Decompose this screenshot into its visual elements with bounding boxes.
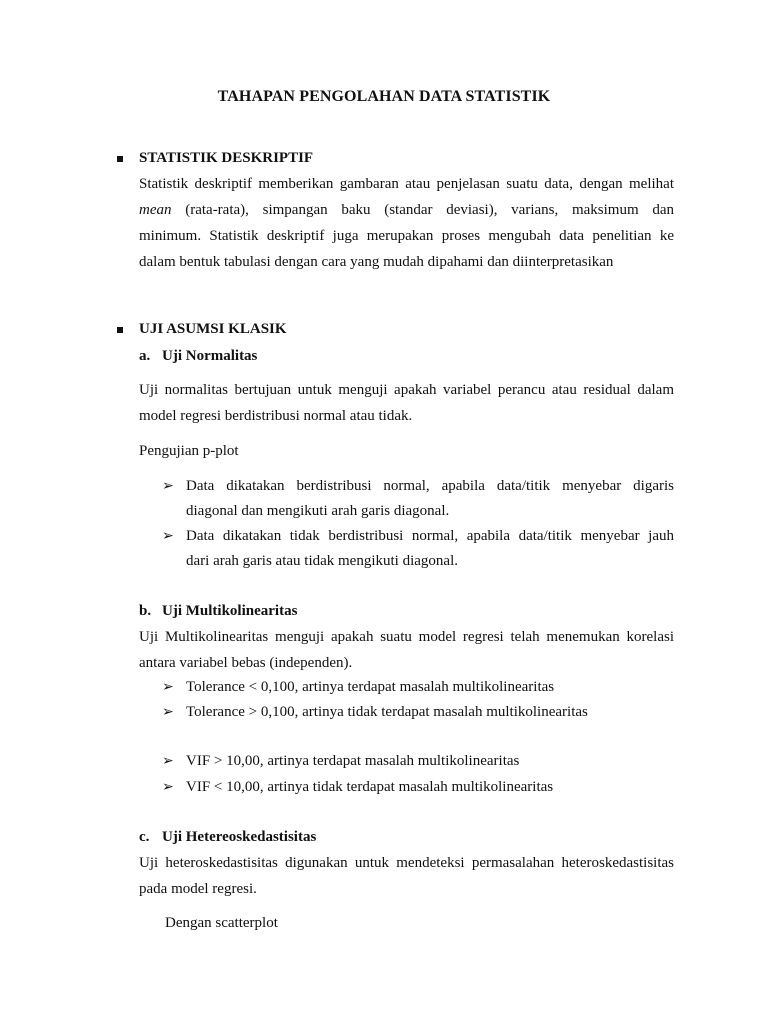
list-item: VIF < 10,00, artinya tidak terdapat masalah multikolinearitas <box>186 779 554 795</box>
arrowhead-bullet-icon: ➢ <box>162 779 174 795</box>
subsection-marker: c. <box>139 829 150 845</box>
arrowhead-bullet-icon: ➢ <box>162 528 174 544</box>
list-item: Tolerance < 0,100, artinya terdapat masalah multikolinearitas <box>186 679 555 695</box>
arrowhead-bullet-icon: ➢ <box>162 478 174 494</box>
list-item-line: Data dikatakan berdistribusi normal, apabila data/titik menyebar digaris <box>186 478 674 494</box>
paragraph-line <box>139 202 674 219</box>
subsection-heading-heteroskedastisitas: Uji Hetereoskedastisitas <box>162 829 317 845</box>
arrowhead-bullet-icon: ➢ <box>162 704 174 720</box>
paragraph-line: model regresi berdistribusi normal atau tidak. <box>139 408 413 424</box>
paragraph-text: (rata-rata), simpangan baku (standar deviasi), varians, maksimum dan <box>185 202 674 218</box>
list-item-line: Data dikatakan tidak berdistribusi normal, apabila data/titik menyebar jauh <box>186 528 674 544</box>
subsection-note: Pengujian p-plot <box>139 443 239 459</box>
paragraph-line: Statistik deskriptif memberikan gambaran atau penjelasan suatu data, dengan melihat <box>139 176 674 192</box>
list-item-line: dari arah garis atau tidak mengikuti diagonal. <box>186 553 458 569</box>
subsection-marker: b. <box>139 603 152 619</box>
paragraph-line: Uji heteroskedastisitas digunakan untuk mendeteksi permasalahan heteroskedastisitas <box>139 855 674 871</box>
subsection-note: Dengan scatterplot <box>165 915 278 931</box>
list-item: Tolerance > 0,100, artinya tidak terdapat masalah multikolinearitas <box>186 704 588 720</box>
paragraph-line: dalam bentuk tabulasi dengan cara yang mudah dipahami dan diinterpretasikan <box>139 254 614 270</box>
paragraph-line: pada model regresi. <box>139 881 257 897</box>
arrowhead-bullet-icon: ➢ <box>162 679 174 695</box>
arrowhead-bullet-icon: ➢ <box>162 753 174 769</box>
list-item: VIF > 10,00, artinya terdapat masalah multikolinearitas <box>186 753 520 769</box>
paragraph-line: antara variabel bebas (independen). <box>139 655 353 671</box>
paragraph-line: Uji Multikolinearitas menguji apakah suatu model regresi telah menemukan korelasi <box>139 629 674 645</box>
paragraph-line: minimum. Statistik deskriptif juga merupakan proses mengubah data penelitian ke <box>139 228 674 244</box>
section-heading-statistik-deskriptif: STATISTIK DESKRIPTIF <box>139 150 314 166</box>
italic-term: mean <box>139 202 172 218</box>
paragraph-line: Uji normalitas bertujuan untuk menguji apakah variabel perancu atau residual dalam <box>139 382 674 398</box>
square-bullet-icon <box>117 327 123 333</box>
subsection-heading-normalitas: Uji Normalitas <box>162 348 258 364</box>
subsection-heading-multikolinearitas: Uji Multikolinearitas <box>162 603 298 619</box>
subsection-marker: a. <box>139 348 151 364</box>
page-title: TAHAPAN PENGOLAHAN DATA STATISTIK <box>217 88 551 105</box>
list-item-line: diagonal dan mengikuti arah garis diagonal. <box>186 503 450 519</box>
square-bullet-icon <box>117 156 123 162</box>
section-heading-uji-asumsi-klasik: UJI ASUMSI KLASIK <box>139 321 287 337</box>
